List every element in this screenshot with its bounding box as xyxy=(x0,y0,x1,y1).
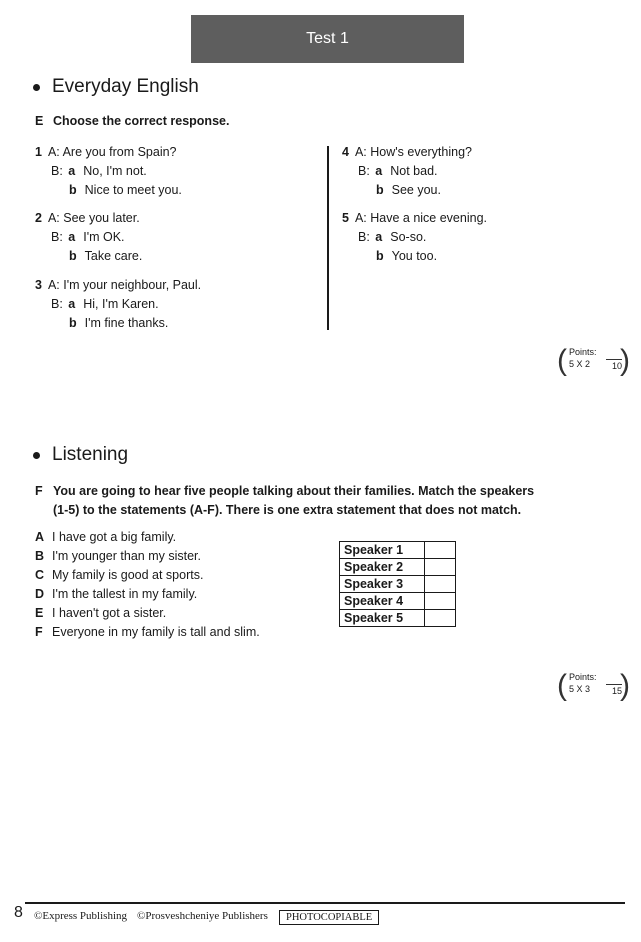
task-text: Choose the correct response. xyxy=(53,114,230,128)
option-a-text: No, I'm not. xyxy=(83,164,147,178)
speaker-a-label: A: xyxy=(354,145,367,159)
speaker-b-label: B: xyxy=(358,164,370,178)
statement-letter: F xyxy=(35,625,43,639)
statement-letter: B xyxy=(35,549,45,563)
option-a-text: I'm OK. xyxy=(83,230,125,244)
task-letter: F xyxy=(35,484,43,498)
option-b-text: Take care. xyxy=(84,249,143,263)
speaker-b-label: B: xyxy=(358,230,370,244)
question-number: 5 xyxy=(342,211,349,225)
speaker-b-label: B: xyxy=(51,164,63,178)
speaker-label: Speaker 4 xyxy=(340,593,425,610)
section-title-text: Listening xyxy=(52,444,129,465)
points-formula: 5 X 3 xyxy=(569,684,591,694)
option-b-label: b xyxy=(69,183,77,197)
statement-text: Everyone in my family is tall and slim. xyxy=(52,625,260,639)
speaker-table-wrap xyxy=(339,541,456,627)
section-everyday-english-title xyxy=(33,76,199,98)
speaker-b-label: B: xyxy=(51,230,63,244)
speaker-row xyxy=(340,542,456,559)
task-e-instruction xyxy=(35,112,229,131)
bullet-icon xyxy=(33,452,40,459)
publisher-1: ©Express Publishing xyxy=(34,910,128,922)
question-number: 2 xyxy=(35,211,42,225)
option-b-label: b xyxy=(69,249,77,263)
speaker-label: Speaker 2 xyxy=(340,559,425,576)
bullet-icon xyxy=(33,84,40,91)
speaker-row xyxy=(340,593,456,610)
option-a-text: So-so. xyxy=(390,230,427,244)
question-number: 3 xyxy=(35,278,42,292)
publisher-2: ©Prosveshcheniye Publishers xyxy=(137,910,268,922)
option-b-label: b xyxy=(69,316,77,330)
right-paren: ) xyxy=(620,344,630,377)
statement-b xyxy=(35,547,260,566)
option-a-text: Not bad. xyxy=(390,164,438,178)
question-number: 1 xyxy=(35,145,42,159)
statement-letter: D xyxy=(35,587,45,601)
speaker-answer-table xyxy=(339,541,456,627)
option-a-label: a xyxy=(375,164,383,178)
speaker-row xyxy=(340,559,456,576)
option-b-text: I'm fine thanks. xyxy=(84,316,169,330)
footer-rule xyxy=(25,902,625,904)
statement-letter: C xyxy=(35,568,45,582)
column-divider xyxy=(327,146,329,330)
statement-text: I'm younger than my sister. xyxy=(52,549,201,563)
statement-a xyxy=(35,528,260,547)
statement-text: My family is good at sports. xyxy=(52,568,204,582)
points-total: 10 xyxy=(606,359,622,371)
task-text-line2: (1-5) to the statements (A-F). There is one extra statement that does not match. xyxy=(53,503,522,517)
points-box-section1 xyxy=(557,344,630,377)
question-prompt: Have a nice evening. xyxy=(370,211,487,225)
statement-text: I haven't got a sister. xyxy=(52,606,167,620)
answer-cell[interactable] xyxy=(425,593,456,610)
speaker-row xyxy=(340,576,456,593)
option-b-text: See you. xyxy=(391,183,441,197)
answer-cell[interactable] xyxy=(425,610,456,627)
speaker-label: Speaker 3 xyxy=(340,576,425,593)
points-label: Points: xyxy=(569,347,597,357)
speaker-label: Speaker 1 xyxy=(340,542,425,559)
task-letter: E xyxy=(35,114,44,128)
option-b-label: b xyxy=(376,249,384,263)
option-a-label: a xyxy=(68,164,76,178)
points-total: 15 xyxy=(606,684,622,696)
statement-f xyxy=(35,623,260,642)
speaker-b-label: B: xyxy=(51,297,63,311)
statement-c xyxy=(35,566,260,585)
test-title: Test 1 xyxy=(306,30,349,47)
question-prompt: Are you from Spain? xyxy=(62,145,177,159)
left-paren: ( xyxy=(557,344,567,377)
speaker-row xyxy=(340,610,456,627)
points-box-section2 xyxy=(557,669,630,702)
task-f-instruction xyxy=(35,482,534,501)
left-paren: ( xyxy=(557,669,567,702)
question-prompt: How's everything? xyxy=(370,145,472,159)
test-title-banner xyxy=(191,15,464,63)
option-a-label: a xyxy=(375,230,383,244)
option-b-label: b xyxy=(376,183,384,197)
question-prompt: I'm your neighbour, Paul. xyxy=(63,278,202,292)
option-a-text: Hi, I'm Karen. xyxy=(83,297,159,311)
page-number: 8 xyxy=(14,904,23,921)
speaker-a-label: A: xyxy=(47,145,60,159)
question-number: 4 xyxy=(342,145,349,159)
photocopiable-badge: PHOTOCOPIABLE xyxy=(279,910,379,925)
speaker-a-label: A: xyxy=(47,278,60,292)
answer-cell[interactable] xyxy=(425,542,456,559)
speaker-a-label: A: xyxy=(354,211,367,225)
option-b-text: You too. xyxy=(391,249,438,263)
statements-list xyxy=(35,528,260,642)
statement-e xyxy=(35,604,260,623)
statement-text: I have got a big family. xyxy=(52,530,177,544)
statement-letter: E xyxy=(35,606,44,620)
section-listening-title xyxy=(33,444,128,466)
option-a-label: a xyxy=(68,230,76,244)
statement-text: I'm the tallest in my family. xyxy=(52,587,198,601)
option-a-label: a xyxy=(68,297,76,311)
answer-cell[interactable] xyxy=(425,559,456,576)
answer-cell[interactable] xyxy=(425,576,456,593)
section-title-text: Everyday English xyxy=(52,76,199,97)
task-f-instruction-line2 xyxy=(53,501,521,520)
speaker-label: Speaker 5 xyxy=(340,610,425,627)
question-prompt: See you later. xyxy=(63,211,140,225)
statement-d xyxy=(35,585,260,604)
task-text-line1: You are going to hear five people talking about their families. Match the speakers xyxy=(53,484,535,498)
statement-letter: A xyxy=(35,530,45,544)
points-formula: 5 X 2 xyxy=(569,359,591,369)
right-paren: ) xyxy=(620,669,630,702)
speaker-a-label: A: xyxy=(47,211,60,225)
option-b-text: Nice to meet you. xyxy=(84,183,182,197)
points-label: Points: xyxy=(569,672,597,682)
